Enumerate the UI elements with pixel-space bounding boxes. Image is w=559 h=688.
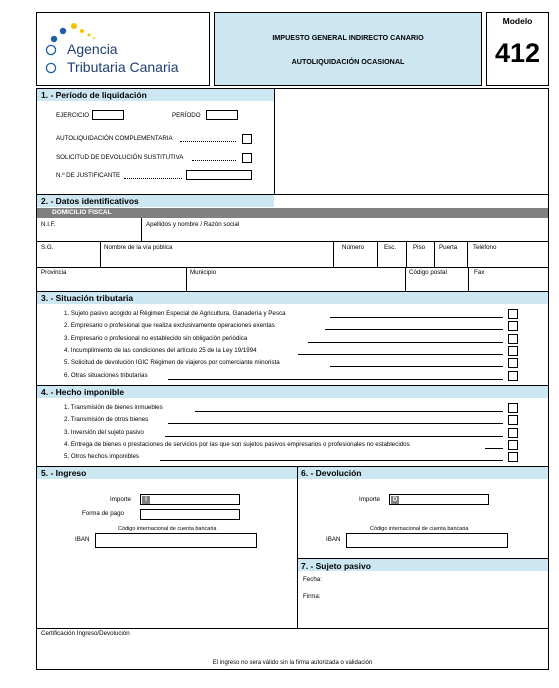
checklist-item-checkbox[interactable] [508,358,518,368]
section3-title: 3. - Situación tributaria [41,293,134,303]
section4-title: 4. - Hecho imponible [41,387,125,397]
ingreso-importe-field[interactable] [140,494,240,505]
provincia-label: Provincia [41,269,67,276]
checklist-item-label: 5. Otros hechos imponibles [64,453,139,461]
fecha-label: Fecha: [303,576,322,583]
firma-label: Firma: [303,593,321,600]
domicilio-bar [37,208,548,218]
col-div-fax [468,267,469,291]
devolucion-iban-caption: Código internacional de cuenta bancaria [370,526,469,532]
form-title: IMPUESTO GENERAL INDIRECTO CANARIO [272,33,424,42]
checklist-item-checkbox[interactable] [508,346,518,356]
checklist-item-rule [298,354,503,355]
col-div-esc [377,241,378,267]
checklist-item-label: 3. Inversión del sujeto pasivo [64,428,144,436]
devolucion-sustitutiva-label: SOLICITUD DE DEVOLUCIÓN SUSTITUTIVA [56,154,184,161]
checklist-item-label: 1. Transmisión de bienes inmuebles [64,404,163,411]
ingreso-iban-label: IBAN [75,536,90,543]
modelo-label: Modelo [502,16,533,26]
section7-title: 7. - Sujeto pasivo [301,561,371,571]
periodo-label: PERÍODO [172,112,201,119]
checklist-item-checkbox[interactable] [508,371,518,381]
checklist-item-label: 5. Solicitud de devolución IGIC Régimen de viajeros por comerciante minorista [64,359,280,367]
checklist-item-label: 3. Empresario o profesional no establecido sin obligación periódica [64,334,248,342]
periodo-field[interactable] [206,110,238,120]
section1-divider [274,89,275,194]
checklist-item-checkbox[interactable] [508,403,518,413]
checklist-item-label: 2. Empresario o profesional que realiza exclusivamente operaciones exentas [64,322,275,330]
complementaria-leader [180,141,236,142]
col-div-puerta [434,241,435,267]
ingreso-iban-caption: Código internacional de cuenta bancaria [118,526,217,532]
devolucion-iban-label: IBAN [326,536,341,543]
complementaria-label: AUTOLIQUIDACIÓN COMPLEMENTARIA [56,135,173,142]
form-subtitle: AUTOLIQUIDACIÓN OCASIONAL [291,57,405,66]
checklist-item-rule [160,460,503,461]
col-div-sg [100,241,101,267]
checklist-item-checkbox[interactable] [508,309,518,319]
nombre-label: Apellidos y nombre / Razón social [146,221,240,228]
col-div-telefono [467,241,468,267]
modelo-number: 412 [494,38,541,68]
section5-6-divider [297,466,298,628]
devolucion-leader [192,160,236,161]
checklist-item-label: 4. Incumplimiento de las condiciones del artículo 25 de la Ley 19/1994 [64,346,257,354]
esc-label: Esc. [384,244,397,251]
ingreso-iban-field[interactable] [95,533,257,548]
footer-note: El ingreso no sera válido sin la firma autorizada o validación [212,660,373,666]
devolucion-sustitutiva-checkbox[interactable] [242,153,252,163]
certificacion-label: Certificación Ingreso/Devolución [41,630,130,637]
devolucion-iban-field[interactable] [346,533,508,548]
ingreso-importe-tag: I [142,496,150,504]
devolucion-importe-tag: D [392,497,398,503]
col-div-numero [333,241,334,267]
checklist-item-rule [485,448,503,449]
domicilio-label: DOMICILIO FISCAL [52,209,112,216]
col-div-piso [406,241,407,267]
piso-label: Piso [413,244,426,251]
numero-label: Número [342,244,365,251]
puerta-label: Puerta [439,244,458,251]
logo-line1: Agencia [67,41,118,57]
ingreso-importe-label: Importe [110,496,131,503]
sg-label: S.G. [41,244,54,251]
section2-title: 2. - Datos identificativos [41,196,139,206]
checklist-item-checkbox[interactable] [508,452,518,462]
justificante-label: N.º DE JUSTIFICANTE [56,172,121,179]
checklist-item-label: 4. Entrega de bienes o prestaciones de servicios por las que son sujetos pasivos empresarios o profesionales no establecidos [64,440,410,448]
checklist-item-checkbox[interactable] [508,415,518,425]
devolucion-importe-field[interactable] [389,494,489,505]
checklist-item-label: 1. Sujeto pasivo acogido al Régimen Especial de Agricultura, Ganadería y Pesca [64,310,286,317]
checklist-item-rule [308,342,503,343]
logo-line2: Tributaria Canaria [67,59,179,75]
ejercicio-field[interactable] [92,110,124,120]
checklist-item-label: 6. Otras situaciones tributarias [64,371,148,379]
section5-title: 5. - Ingreso [41,468,87,478]
checklist-item-checkbox[interactable] [508,321,518,331]
municipio-label: Municipio [190,269,217,276]
row-rule-2 [36,267,549,268]
checklist-item-label: 2. Transmisión de otros bienes [64,416,149,424]
telefono-label: Teléfono [473,244,497,251]
forma-pago-label: Forma de pago [82,510,124,517]
section6-title: 6. - Devolución [301,468,362,478]
forma-pago-field[interactable] [140,509,240,520]
fax-label: Fax [474,269,485,276]
via-label: Nombre de la vía pública [104,244,173,251]
col-div-municipio [186,267,187,291]
checklist-item-rule [165,436,503,437]
checklist-item-checkbox[interactable] [508,334,518,344]
nif-divider [141,218,142,241]
complementaria-checkbox[interactable] [242,134,252,144]
title-box [214,12,482,86]
col-div-cp [405,267,406,291]
logo-ring-icon-1 [45,44,57,56]
checklist-item-rule [168,379,503,380]
section1-title: 1. - Período de liquidación [41,90,147,100]
footer-top-rule [36,628,549,629]
checklist-item-rule [168,423,503,424]
nif-label: N.I.F. [41,221,56,228]
devolucion-importe-label: Importe [359,496,380,503]
justificante-field[interactable] [186,170,252,180]
justificante-leader [124,178,182,179]
cp-label: Código postal [409,269,447,276]
row-rule-1 [36,241,549,242]
ejercicio-label: EJERCICIO [56,112,90,119]
checklist-item-checkbox[interactable] [508,428,518,438]
checklist-item-rule [325,329,503,330]
checklist-item-rule [330,366,503,367]
checklist-item-rule [195,411,503,412]
logo-ring-icon-2 [45,62,57,74]
checklist-item-checkbox[interactable] [508,440,518,450]
logo [44,22,204,80]
checklist-item-rule [330,317,503,318]
